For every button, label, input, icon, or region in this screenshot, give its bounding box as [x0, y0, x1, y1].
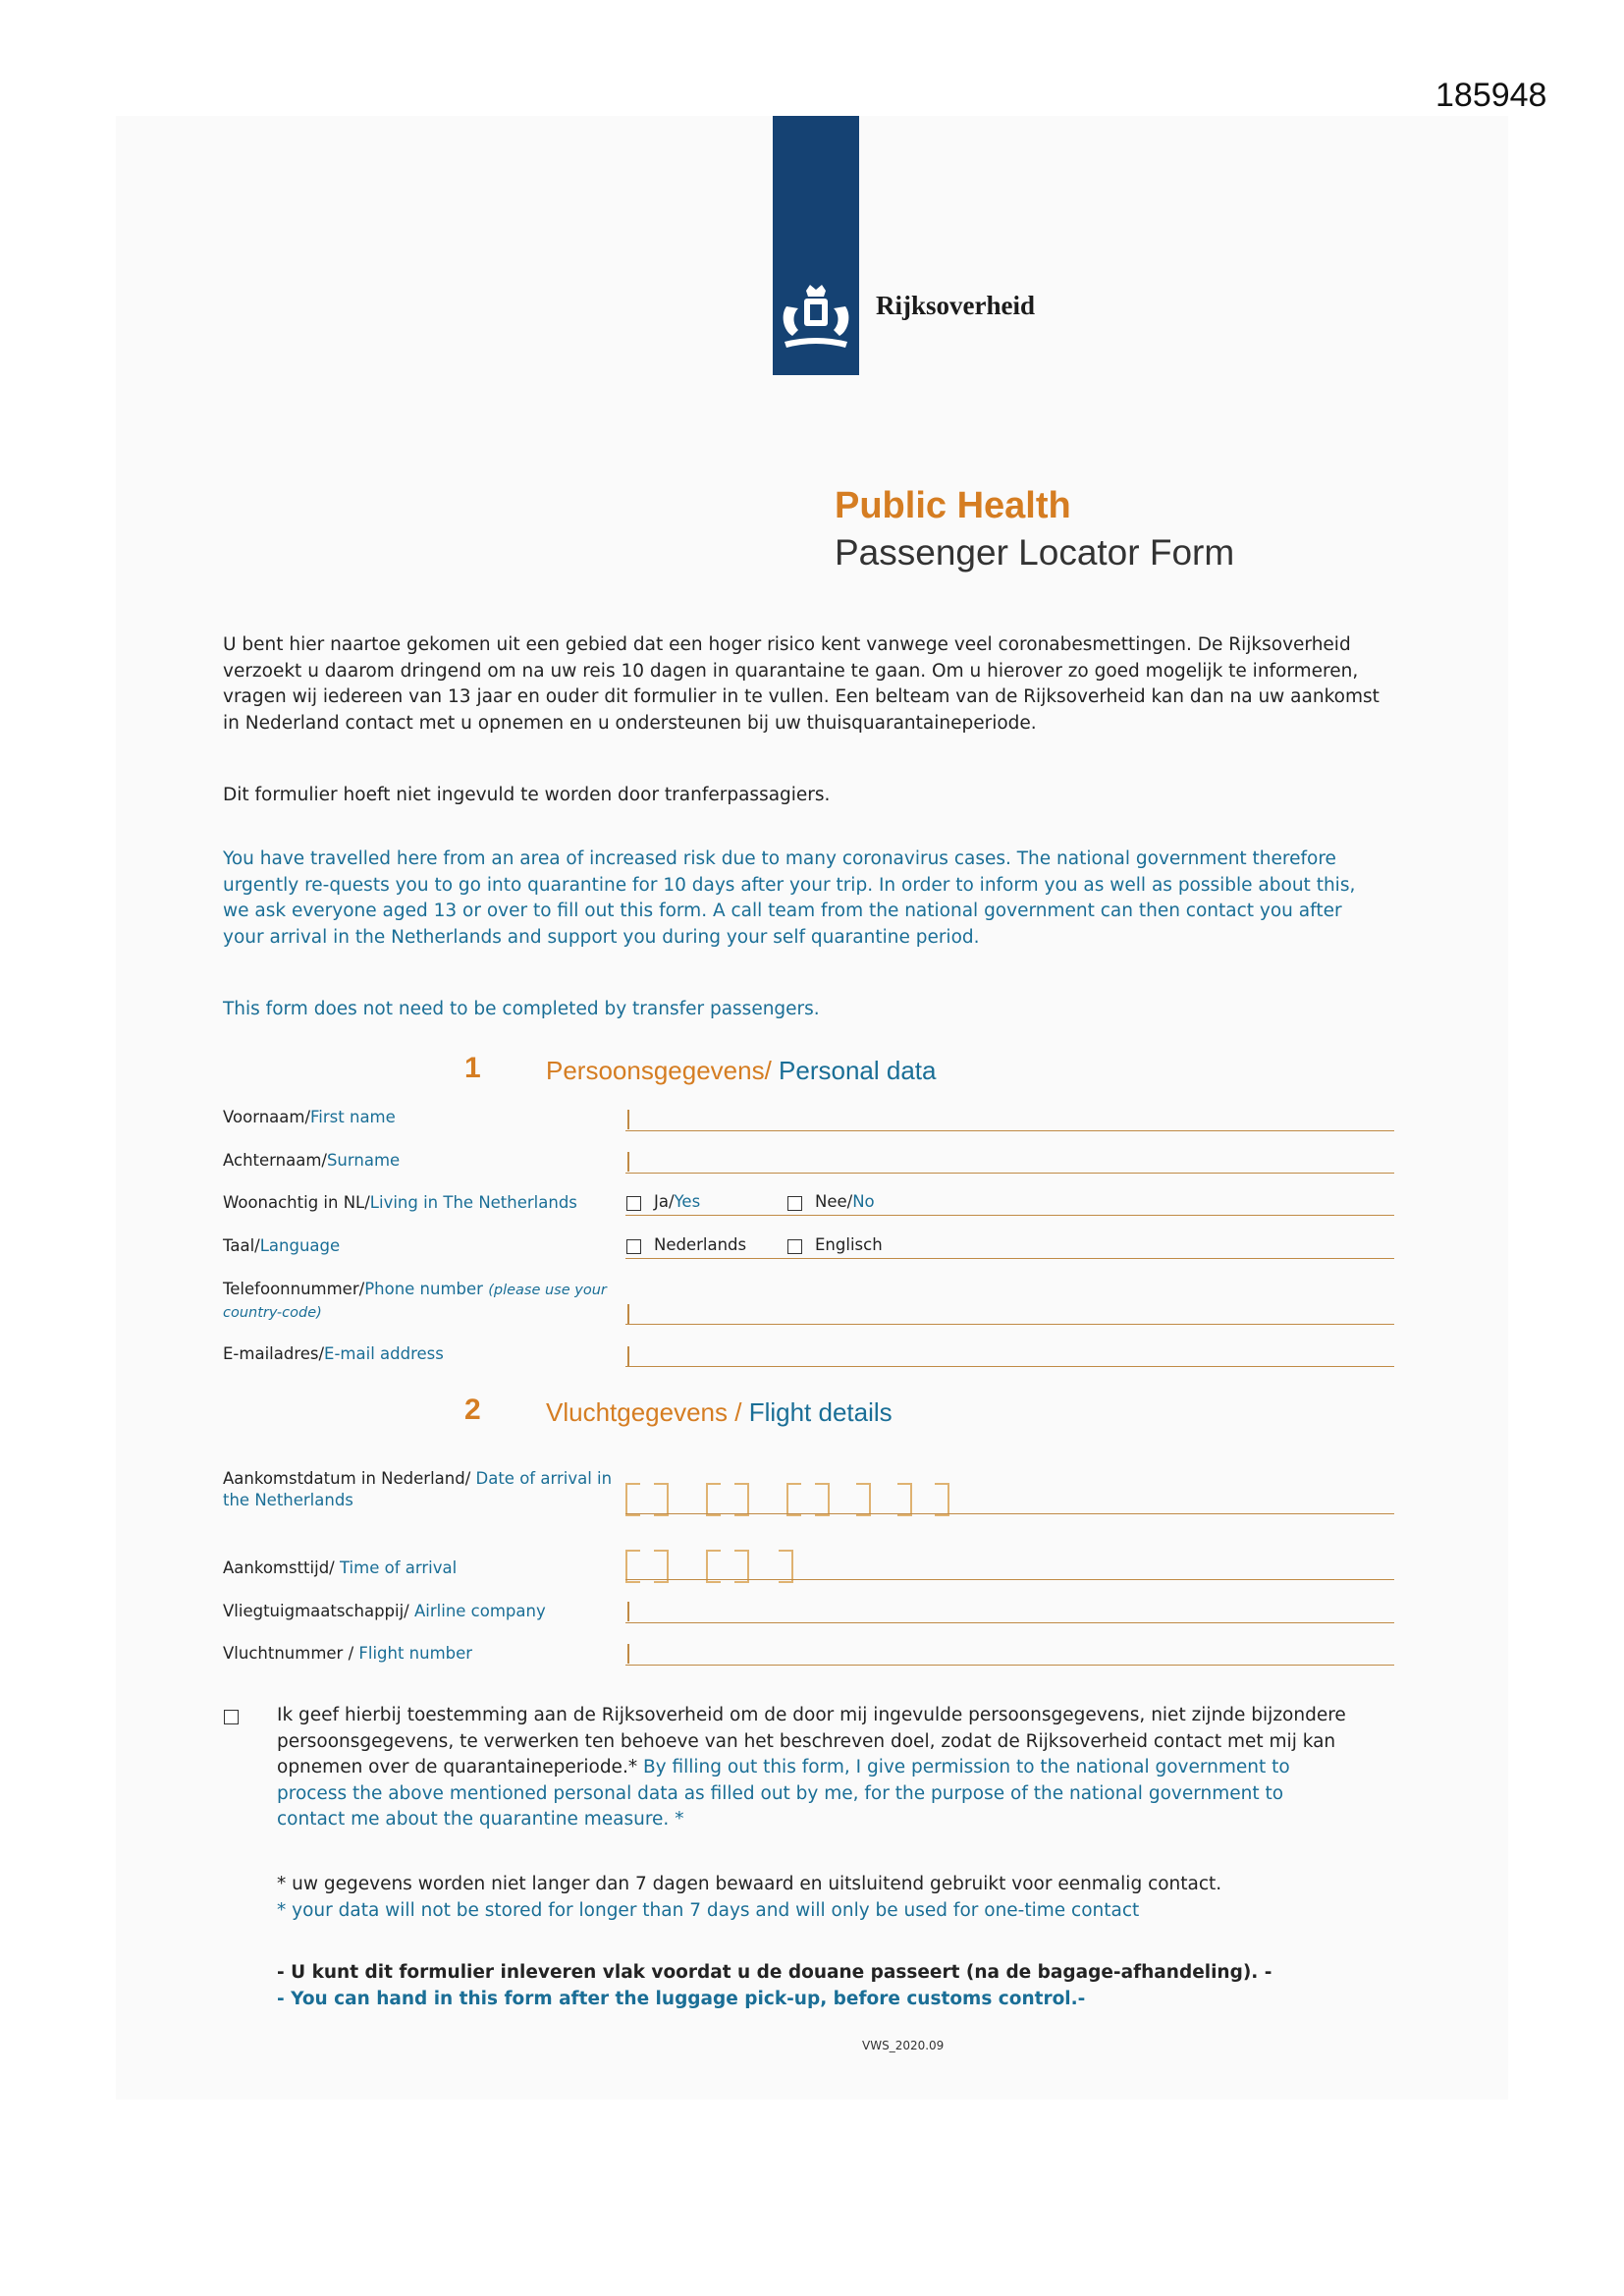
- airline-field[interactable]: [625, 1622, 1394, 1623]
- date-year-open-bracket: [786, 1483, 801, 1516]
- date-month-open-bracket: [706, 1483, 721, 1516]
- living-line: [625, 1215, 1394, 1216]
- consent-text: Ik geef hierbij toestemming aan de Rijksoverheid om de door mij ingevulde persoonsgegevens, niet zijnde bijzondere persoonsgegevens, te verwerken ten behoeve van het beschreven doel, zodat de Rijksoverheid contact met mij kan opnemen over de quarantaineperiode.* By filling out this form, I give permission to the national government to process the above mentioned personal data as filled out by me, for the purpose of the national government to contact me about the quarantine measure. *: [277, 1705, 1346, 1830]
- retention-note-en: * your data will not be stored for longer than 7 days and will only be used for one-time contact: [277, 1900, 1140, 1921]
- time-hour-mid-bracket: [654, 1550, 669, 1583]
- phone-label: Telefoonnummer/Phone number (please use your country-code): [223, 1280, 607, 1321]
- transfer-note-en: This form does not need to be completed by transfer passengers.: [223, 999, 820, 1019]
- arrival-date-field[interactable]: [625, 1513, 1394, 1514]
- living-label: Woonachtig in NL/Living in The Netherlands: [223, 1193, 577, 1212]
- consent-checkbox[interactable]: [224, 1710, 239, 1724]
- footer-code: VWS_2020.09: [862, 2039, 945, 2052]
- email-cursor: [627, 1346, 629, 1366]
- section2-title: Vluchtgegevens / Flight details: [546, 1397, 893, 1427]
- surname-label: Achternaam/Surname: [223, 1151, 401, 1170]
- transfer-note-nl: Dit formulier hoeft niet ingevuld te worden door tranferpassagiers.: [223, 785, 831, 805]
- language-dutch-label: Nederlands: [654, 1235, 747, 1254]
- time-min-open-bracket: [706, 1550, 721, 1583]
- date-day-mid-bracket: [654, 1483, 669, 1516]
- section1-number: 1: [464, 1052, 481, 1084]
- title-public-health: Public Health: [835, 485, 1071, 526]
- first-name-label: Voornaam/First name: [223, 1108, 396, 1126]
- handin-note-en: - You can hand in this form after the luggage pick-up, before customs control.-: [277, 1989, 1086, 2009]
- document-id: 185948: [1435, 77, 1547, 114]
- phone-field[interactable]: [625, 1324, 1394, 1325]
- arrival-time-label: Aankomsttijd/ Time of arrival: [223, 1558, 458, 1577]
- language-label: Taal/Language: [223, 1236, 341, 1255]
- living-yes-label: Ja/Yes: [654, 1192, 701, 1211]
- living-no-checkbox[interactable]: [787, 1196, 802, 1211]
- living-no-label: Nee/No: [815, 1192, 875, 1211]
- date-year-mid3-bracket: [897, 1483, 912, 1516]
- airline-label: Vliegtuigmaatschappij/ Airline company: [223, 1602, 546, 1620]
- arrival-date-label: Aankomstdatum in Nederland/ Date of arrival in the Netherlands: [223, 1469, 613, 1509]
- language-dutch-checkbox[interactable]: [626, 1239, 641, 1254]
- language-line: [625, 1258, 1394, 1259]
- airline-cursor: [627, 1602, 629, 1621]
- time-hour-open-bracket: [625, 1550, 640, 1583]
- flight-number-label: Vluchtnummer / Flight number: [223, 1644, 473, 1663]
- first-name-field[interactable]: [625, 1130, 1394, 1131]
- title-passenger-locator-form: Passenger Locator Form: [835, 532, 1235, 573]
- surname-field[interactable]: [625, 1173, 1394, 1174]
- email-label: E-mailadres/E-mail address: [223, 1344, 444, 1363]
- surname-cursor: [627, 1152, 629, 1172]
- living-yes-checkbox[interactable]: [626, 1196, 641, 1211]
- retention-note-nl: * uw gegevens worden niet langer dan 7 dagen bewaard en uitsluitend gebruikt voor eenmalig contact.: [277, 1874, 1222, 1894]
- flight-number-cursor: [627, 1644, 629, 1664]
- email-field[interactable]: [625, 1366, 1394, 1367]
- arrival-time-field[interactable]: [625, 1579, 1394, 1580]
- date-month-mid-bracket: [734, 1483, 749, 1516]
- intro-paragraph-nl: U bent hier naartoe gekomen uit een gebied dat een hoger risico kent vanwege veel coronabesmettingen. De Rijksoverheid verzoekt u daarom dringend om na uw reis 10 dagen in quarantaine te gaan. Om u hierover zo goed mogelijk te informeren, vragen wij iedereen van 13 jaar en ouder dit formulier in te vullen. Een belteam van de Rijksoverheid kan dan na uw aankomst in Nederland contact met u opnemen en u ondersteunen bij uw thuisquarantaineperiode.: [223, 634, 1380, 734]
- time-close-bracket: [779, 1550, 793, 1583]
- date-year-close-bracket: [935, 1483, 949, 1516]
- phone-cursor: [627, 1304, 629, 1324]
- intro-paragraph-en: You have travelled here from an area of increased risk due to many coronavirus cases. The national government therefore urgently re-quests you to go into quarantine for 10 days after your trip. In order to inform you as well as possible about this, we ask everyone aged 13 or over to fill out this form. A call team from the national government can then contact you after your arrival in the Netherlands and support you during your self quarantine period.: [223, 848, 1356, 948]
- phone-hint: (please use your country-code): [223, 1283, 607, 1321]
- first-name-cursor: [627, 1110, 629, 1129]
- date-year-mid2-bracket: [856, 1483, 871, 1516]
- date-year-mid1-bracket: [815, 1483, 830, 1516]
- language-english-checkbox[interactable]: [787, 1239, 802, 1254]
- language-english-label: Englisch: [815, 1235, 883, 1254]
- section2-number: 2: [464, 1394, 481, 1426]
- date-day-open-bracket: [625, 1483, 640, 1516]
- brand-name: Rijksoverheid: [876, 291, 1035, 320]
- royal-crest-icon: [777, 285, 855, 354]
- section1-title: Persoonsgegevens/ Personal data: [546, 1056, 937, 1085]
- time-min-mid-bracket: [734, 1550, 749, 1583]
- handin-note-nl: - U kunt dit formulier inleveren vlak voordat u de douane passeert (na de bagage-afhandeling). -: [277, 1962, 1272, 1983]
- flight-number-field[interactable]: [625, 1665, 1394, 1666]
